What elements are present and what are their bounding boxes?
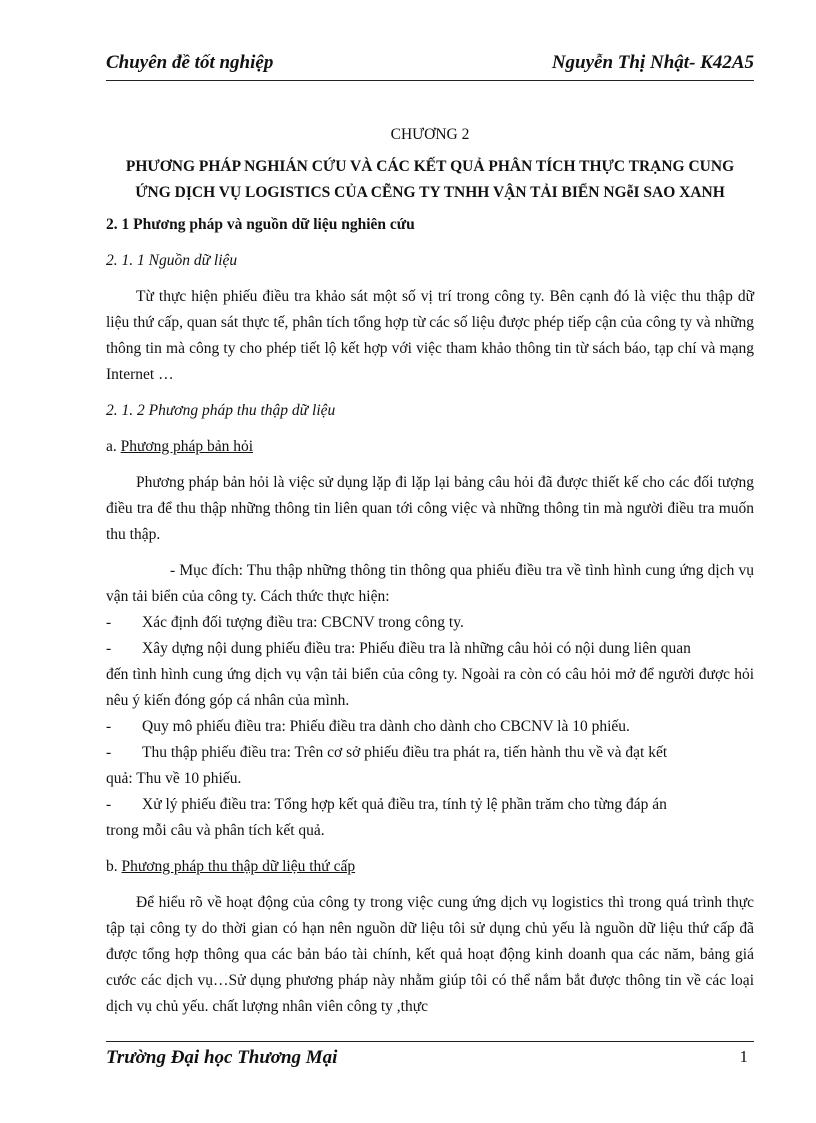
bullet-dash: - bbox=[106, 614, 112, 631]
subsection-a-heading bbox=[106, 434, 754, 460]
section-2-1-heading: 2. 1 Phương pháp và nguồn dữ liệu nghiên cứu bbox=[106, 216, 415, 233]
bullet-text: Thu thập phiếu điều tra: Trên cơ sở phiếu điều tra phát ra, tiến hành thu về và đạt kết bbox=[142, 744, 668, 761]
subsection-a-prefix: a. bbox=[106, 438, 121, 455]
page-footer bbox=[106, 1047, 754, 1077]
footer-rule bbox=[106, 1041, 754, 1042]
bullet-text: Xác định đối tượng điều tra: CBCNV trong công ty. bbox=[142, 614, 464, 631]
page-number: 1 bbox=[739, 1047, 748, 1066]
page-header bbox=[106, 52, 754, 82]
list-item bbox=[106, 636, 754, 714]
list-item bbox=[106, 610, 754, 636]
bullet-text: Xây dựng nội dung phiếu điều tra: Phiếu điều tra là những câu hỏi có nội dung liên quan bbox=[142, 640, 691, 657]
bullet-text: Quy mô phiếu điều tra: Phiếu điều tra dành cho dành cho CBCNV là 10 phiếu. bbox=[142, 718, 630, 735]
bullet-dash: - bbox=[106, 640, 112, 657]
page-body bbox=[106, 118, 754, 1020]
chapter-title: PHƯƠNG PHÁP NGHIÁN CỨU VÀ CÁC KẾT QUẢ PHÂN TÍCH THỰC TRẠNG CUNG ỨNG DỊCH VỤ LOGISTICS CỦA CẼNG TY TNHH VẬN TẢI BIỂN NGễI SAO XANH bbox=[125, 158, 735, 201]
subsection-b-prefix: b. bbox=[106, 858, 122, 875]
bullet-list bbox=[106, 610, 754, 844]
bullet-dash: - bbox=[106, 796, 112, 813]
header-author: Nguyễn Thị Nhật- K42A5 bbox=[551, 52, 754, 73]
list-item bbox=[106, 714, 754, 740]
paragraph-secondary-data: Để hiểu rõ về hoạt động của công ty trong việc cung ứng dịch vụ logistics thì trong quá trình thực tập tại công ty do thời gian có hạn nên nguồn dữ liệu tôi sử dụng chủ yếu là nguồn dữ liệu thứ cấp đã được tổng hợp thông qua các bản báo tài chính, kết quả hoạt động kinh doanh qua các năm, bảng giá cước các dịch vụ…Sử dụng phương pháp này nhằm giúp tôi có thể nắm bắt được thông tin về các loại dịch vụ chủ yếu. chất lượng nhân viên công ty ,thực bbox=[106, 894, 754, 1015]
list-item bbox=[106, 740, 754, 792]
subsection-b-heading bbox=[106, 854, 754, 880]
subsection-a-label: Phương pháp bản hỏi bbox=[120, 438, 254, 455]
section-2-1-1-heading: 2. 1. 1 Nguồn dữ liệu bbox=[106, 252, 238, 269]
header-left-title: Chuyên đề tốt nghiệp bbox=[106, 52, 274, 73]
paragraph-questionnaire: Phương pháp bản hỏi là việc sử dụng lặp đi lặp lại bảng câu hỏi đã được thiết kế cho các đối tượng điều tra để thu thập những thông tin liên quan tới công việc và những thông tin mà người điều tra muốn thu thập. bbox=[106, 474, 754, 543]
bullet-dash: - bbox=[106, 744, 112, 761]
bullet-continuation: trong mỗi câu và phân tích kết quả. bbox=[106, 822, 325, 839]
bullet-text: Xử lý phiếu điều tra: Tổng hợp kết quả điều tra, tính tỷ lệ phần trăm cho từng đáp án bbox=[142, 796, 667, 813]
bullet-continuation: quả: Thu về 10 phiếu. bbox=[106, 770, 242, 787]
bullet-continuation: đến tình hình cung ứng dịch vụ vận tải biển của công ty. Ngoài ra còn có câu hỏi mở để người được hỏi nêu ý kiến đóng góp cá nhân của mình. bbox=[106, 666, 754, 709]
purpose-item: - Mục đích: Thu thập những thông tin thông qua phiếu điều tra về tình hình cung ứng dịch vụ vận tải biển của công ty. Cách thức thực hiện: bbox=[106, 562, 754, 605]
header-rule bbox=[106, 80, 754, 81]
subsection-b-label: Phương pháp thu thập dữ liệu thứ cấp bbox=[121, 858, 356, 875]
section-2-1-2-heading: 2. 1. 2 Phương pháp thu thập dữ liệu bbox=[106, 402, 336, 419]
list-item bbox=[106, 792, 754, 844]
footer-university: Trường Đại học Thương Mại bbox=[106, 1047, 338, 1068]
chapter-label: CHƯƠNG 2 bbox=[390, 126, 470, 143]
paragraph-data-source: Từ thực hiện phiếu điều tra khảo sát một số vị trí trong công ty. Bên cạnh đó là việc thu thập dữ liệu thứ cấp, quan sát thực tế, phân tích tổng hợp từ các số liệu được phép tiếp cận của công ty và những thông tin mà công ty cho phép tiết lộ kết hợp với việc tham khảo thông tin từ sách báo, tạp chí và mạng Internet … bbox=[106, 288, 754, 383]
bullet-dash: - bbox=[106, 718, 112, 735]
